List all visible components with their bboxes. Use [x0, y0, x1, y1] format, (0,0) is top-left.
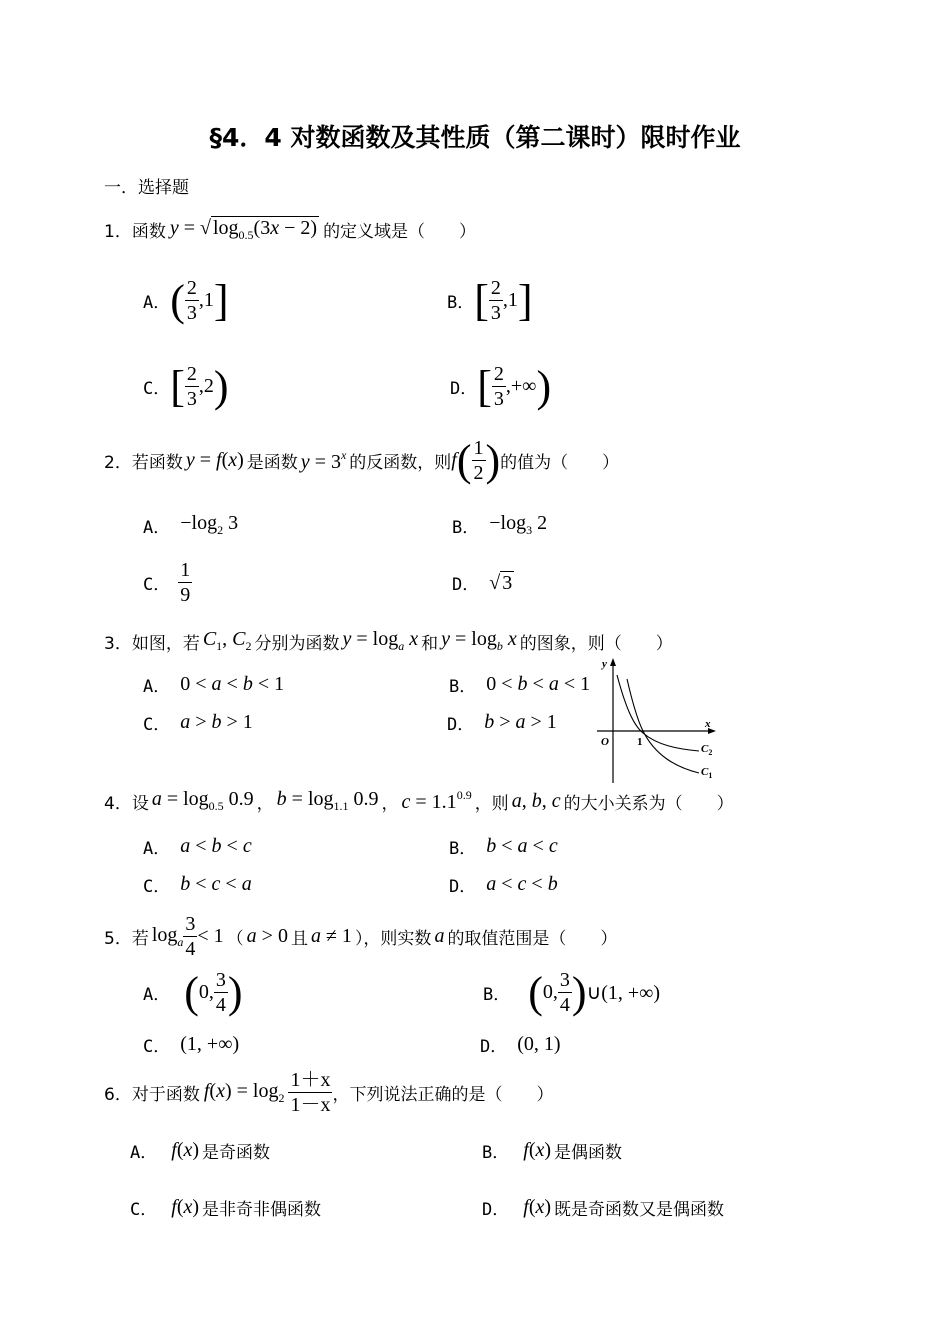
q6-option-b-label: B． — [482, 1143, 510, 1163]
q2-option-b[interactable] — [452, 512, 547, 538]
paren-open: ( — [456, 435, 472, 485]
bracket-close: ] — [517, 275, 533, 325]
q2-text-2: 是函数 — [246, 453, 298, 473]
q3-c-value: a > b > 1 — [180, 711, 253, 733]
q6-d-text: 既是奇函数又是偶函数 — [554, 1200, 725, 1220]
q6-number: 6． — [104, 1085, 132, 1105]
q2-option-b-label: B． — [452, 517, 480, 538]
q6-option-a-label: A． — [130, 1143, 158, 1163]
q5-option-c[interactable] — [143, 1032, 239, 1057]
q6-a-text: 是奇函数 — [202, 1143, 271, 1163]
q6-option-d[interactable] — [482, 1195, 724, 1220]
q4-option-a-label: A． — [143, 839, 171, 859]
q4-vars: a, b, c — [511, 789, 561, 812]
q3-text-1: 如图，若 — [131, 633, 200, 654]
q2-text-4: 的值为（ ） — [500, 453, 620, 473]
q4-c-def: $c = 1.1^{0.9}$ — [401, 788, 472, 813]
q5-option-d[interactable] — [480, 1032, 561, 1057]
q3-b-value: 0 < b < a < 1 — [486, 673, 591, 695]
q2-option-a-label: A． — [143, 517, 171, 538]
q5-number: 5． — [104, 929, 132, 949]
q5-option-b-label: B． — [483, 985, 511, 1005]
q3-option-c-label: C． — [143, 715, 171, 735]
q5-var: a — [434, 925, 445, 947]
q4-c-value: b < c < a — [180, 873, 252, 895]
q6-text-1: 对于函数 — [131, 1085, 200, 1105]
q1-c-upper: 2 — [203, 375, 214, 397]
q5-ineq: < 1 — [197, 925, 224, 947]
q4-option-c-label: C． — [143, 877, 171, 897]
q1-option-c[interactable]: C． [ $\frac{2}{3}$ , 2 ) — [143, 361, 229, 411]
bracket-open: [ — [474, 275, 489, 325]
q2-f: f — [451, 449, 457, 471]
q2-text-1: 若函数 — [131, 453, 183, 473]
q6-text-2: ，下列说法正确的是（ ） — [332, 1085, 554, 1105]
q3-option-a[interactable] — [143, 672, 284, 697]
q4-number: 4． — [104, 793, 132, 814]
q4-option-d-label: D． — [449, 877, 477, 897]
q1-number: 1． — [104, 222, 132, 242]
q6-b-fx: f(x) — [523, 1139, 552, 1161]
q4-b-value: b < a < c — [486, 835, 558, 857]
q2-option-c-label: C． — [143, 575, 171, 595]
q3-number: 3． — [104, 633, 132, 654]
paren-open: ( — [184, 967, 199, 1017]
q1-function: y = √ $\log_{0.5}(3x - 2)$ — [169, 217, 318, 242]
q6-c-fx: f(x) — [171, 1196, 200, 1218]
q1-b-upper: 1 — [507, 289, 518, 311]
q6-option-b[interactable] — [482, 1138, 622, 1163]
q6-option-d-label: D． — [482, 1200, 510, 1220]
q5-c-value: (1, +∞) — [180, 1033, 240, 1055]
y-axis-label: y — [602, 658, 607, 670]
q5-frac: $\frac{3}{4}$ — [185, 913, 196, 960]
q5-text-5: 的取值范围是（ ） — [447, 929, 618, 949]
q1-frac-b: $\frac{2}{3}$ — [490, 277, 501, 324]
q4-option-c[interactable] — [143, 872, 252, 897]
q3-option-c[interactable] — [143, 710, 253, 735]
q4-text-5: 的大小关系为（ ） — [563, 793, 734, 814]
q3-a-value: 0 < a < b < 1 — [180, 673, 285, 695]
q3-option-d[interactable] — [447, 710, 557, 735]
curve-c1 — [627, 679, 699, 773]
q6-a-fx: f(x) — [171, 1139, 200, 1161]
q1-option-b-label: B． — [447, 293, 475, 313]
q2-ninth: $\frac{1}{9}$ — [180, 559, 191, 606]
q6-option-c[interactable] — [130, 1195, 321, 1220]
q4-b-def: $b = \log_{1.1} 0.9$ — [276, 788, 379, 813]
q5-cond-1: a > 0 — [246, 925, 288, 947]
q2-option-d[interactable] — [452, 570, 514, 595]
q5-text-4: ），则实数 — [354, 929, 432, 949]
q3-text-3: 和 — [421, 633, 439, 654]
q5-text-3: 且 — [290, 929, 308, 949]
q1-text-2: 的定义域是（ ） — [323, 222, 477, 242]
paren-close: ) — [571, 967, 587, 1017]
q1-d-upper: +∞ — [510, 375, 537, 397]
q4-text-1: 设 — [131, 793, 149, 814]
q2-option-a[interactable] — [143, 512, 238, 538]
q4-option-b[interactable] — [449, 834, 558, 859]
question-3 — [104, 628, 673, 654]
q5-option-c-label: C． — [143, 1037, 171, 1057]
q5-option-d-label: D． — [480, 1037, 508, 1057]
q1-a-upper: 1 — [203, 289, 214, 311]
paren-close: ) — [213, 361, 229, 411]
q2-text-3: 的反函数，则 — [349, 453, 452, 473]
q2-func-exp: $y = 3^x$ — [300, 447, 347, 473]
q1-frac-d: $\frac{2}{3}$ — [493, 363, 504, 410]
q5-cond-2: a ≠ 1 — [310, 925, 352, 947]
q6-c-text: 是非奇非偶函数 — [202, 1200, 322, 1220]
q5-option-a-label: A． — [143, 985, 171, 1005]
q2-option-c[interactable] — [143, 558, 192, 607]
question-6 — [104, 1068, 553, 1117]
bracket-open: [ — [170, 361, 185, 411]
y-axis-arrow — [610, 658, 616, 666]
paren-close: ) — [485, 435, 501, 485]
q3-func-a: $y = \log_a x$ — [342, 628, 419, 653]
q4-a-def: $a = \log_{0.5} 0.9$ — [151, 788, 254, 813]
q4-option-b-label: B． — [449, 839, 477, 859]
q1-option-c-label: C． — [143, 379, 171, 399]
q4-text-2: ， — [256, 793, 274, 814]
bracket-open: [ — [477, 361, 492, 411]
question-2 — [104, 436, 619, 485]
q5-b-union: ∪(1, +∞) — [586, 982, 661, 1004]
q5-a-zero: 0, — [198, 981, 214, 1003]
q6-b-text: 是偶函数 — [554, 1143, 623, 1163]
q5-text-2: （ — [226, 929, 244, 949]
page-title: §4．4 对数函数及其性质（第二课时）限时作业 — [209, 123, 741, 152]
q3-option-b[interactable] — [449, 672, 590, 697]
paren-close: ) — [536, 361, 552, 411]
paren-open: ( — [528, 967, 543, 1017]
q1-text-1: 函数 — [131, 222, 166, 242]
q5-log: $\log_a$ — [151, 923, 184, 949]
q4-text-3: ， — [381, 793, 399, 814]
q2-func-f: y = f(x) — [185, 449, 244, 471]
paren-close: ) — [227, 967, 243, 1017]
x-axis-label: x — [705, 718, 711, 730]
q3-option-b-label: B． — [449, 677, 477, 697]
q5-d-value: (0, 1) — [517, 1033, 561, 1055]
q1-option-d[interactable]: D． [ $\frac{2}{3}$ , +∞ ) — [450, 361, 552, 411]
q1-frac-a: $\frac{2}{3}$ — [186, 277, 197, 324]
q6-func: $f(x) = \log_2$ — [203, 1079, 285, 1105]
q5-option-b[interactable] — [483, 968, 660, 1017]
question-5 — [104, 912, 617, 961]
q5-text-1: 若 — [131, 929, 149, 949]
question-4 — [104, 788, 734, 814]
q4-a-value: a < b < c — [180, 835, 252, 857]
q2-option-d-label: D． — [452, 575, 480, 595]
q6-d-fx: f(x) — [523, 1196, 552, 1218]
origin-label: O — [601, 736, 609, 748]
q1-frac-c: $\frac{2}{3}$ — [186, 363, 197, 410]
q2-a-value: $-\log_2$ 3 — [180, 512, 239, 537]
q5-a-frac: $\frac{3}{4}$ — [215, 969, 226, 1016]
q3-func-b: $y = \log_b x$ — [441, 628, 517, 653]
q1-option-b[interactable]: B． [ $\frac{2}{3}$ , 1 ] — [447, 275, 533, 325]
section-heading: 一．选择题 — [104, 178, 189, 198]
q4-d-value: a < c < b — [486, 873, 558, 895]
q1-option-d-label: D． — [450, 379, 478, 399]
q1-option-a-label: A． — [143, 293, 171, 313]
c1-label: $C_1$ — [701, 766, 713, 780]
question-1 — [104, 216, 476, 243]
q5-b-zero: 0, — [542, 981, 558, 1003]
c2-label: $C_2$ — [701, 743, 713, 757]
q1-option-a[interactable]: A． ( $\frac{2}{3}$ , 1 ] — [143, 275, 229, 325]
q3-option-d-label: D． — [447, 715, 475, 735]
q4-option-d[interactable] — [449, 872, 558, 897]
x-one-label: 1 — [637, 736, 643, 748]
q4-text-4: ，则 — [474, 793, 509, 814]
q3-d-value: b > a > 1 — [484, 711, 557, 733]
q6-frac: $\frac{1+x}{1-x}$ — [290, 1069, 331, 1116]
q6-option-c-label: C． — [130, 1200, 158, 1220]
q2-b-value: $-\log_3$ 2 — [489, 512, 548, 537]
q6-option-a[interactable] — [130, 1138, 270, 1163]
q3-text-2: 分别为函数 — [254, 633, 340, 654]
q5-option-a[interactable] — [143, 968, 243, 1017]
q3-option-a-label: A． — [143, 677, 171, 697]
q5-b-frac: $\frac{3}{4}$ — [559, 969, 570, 1016]
q3-text-4: 的图象，则（ ） — [519, 633, 673, 654]
q2-d-value: √ 3 — [489, 571, 513, 594]
q2-half: $\frac{1}{2}$ — [473, 437, 484, 484]
paren-open: ( — [170, 275, 185, 325]
bracket-close: ] — [213, 275, 229, 325]
q4-option-a[interactable] — [143, 834, 252, 859]
q3-curves: $C_1$, $C_2$ — [202, 628, 252, 653]
q3-graph — [595, 655, 725, 785]
q2-number: 2． — [104, 453, 132, 473]
